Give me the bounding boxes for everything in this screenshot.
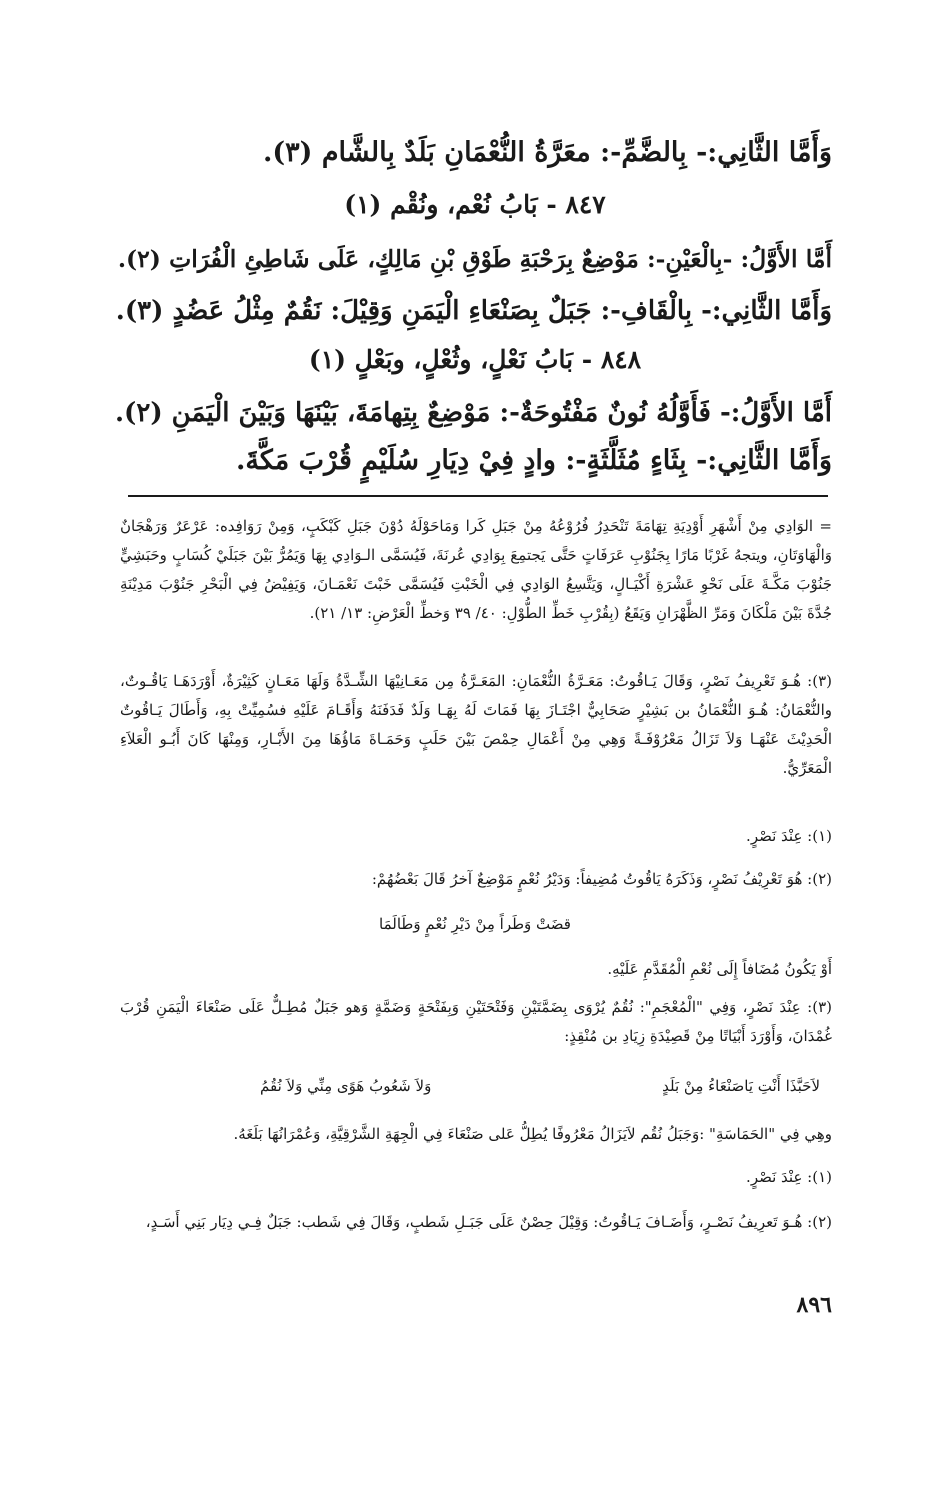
section-heading-848: ٨٤٨ - بَابُ نَعْلٍ، وثُعْلٍ، وبَعْلٍ (١)	[308, 345, 642, 374]
verse-first-hemistich: لاَحَبَّذَا أَنْتِ يَاصَنْعَاءُ مِنْ بَلَدٍ	[662, 1077, 820, 1095]
main-text-line-3: وَأَمَّا الثَّانِي:- بِالْقَافِ-: جَبَلٌ بِصَنْعَاءِ الْيَمَنِ وَقِيْلَ: نَقُمٌ مِثْلُ عَضُدٍ (٣).	[115, 296, 832, 326]
footnote-3-hamasa: وهِي فِي "الحَمَاسَةِ" :وَجَبَلُ نُقُم لاَيَزَالُ مَعْرُوفًا يُطِلُّ عَلى صَنْعَاءَ فِي الْجِهَةِ الشَّرْقِيَّةِ، وَعُمْرَانُهَا بَلَغَهُ.	[233, 1125, 832, 1143]
footnote-2-shatb: (٢): هُـوَ تَعرِيفُ نَصْـرٍ، وَأَضَـافَ يَـاقُوتُ: وَقِيْلَ حِصْنٌ عَلَى جَبَـلِ شَطبٍ، وَقَالَ فِي شَطب: جَبَلٌ فِـي دِيَار بَنِي أَسَـدٍ،	[145, 1213, 832, 1231]
main-text-line-4: أَمَّا الأَوَّلُ:- فَأَوَّلُهُ نُونٌ مَفْتُوحَةٌ-: مَوْضِعٌ بِتِهامَةَ، بَيْنَهَا وَبَيْنَ الْيَمَنِ (٢).	[115, 398, 832, 428]
main-text-line-1: وَأَمَّا الثَّانِي:- بِالضَّمِّ-: معَرَّةُ النُّعْمَانِ بَلَدٌ بِالشَّام (٣).	[262, 137, 832, 168]
page-number: ٨٩٦	[796, 1292, 832, 1318]
footnote-3-verse	[260, 1072, 820, 1101]
footnote-3-maarrat: (٣): هُـوَ تَعْرِيفُ نَصْرٍ، وَقَالَ يَـاقُوتُ: مَعَـرَّةُ النُّعْمَانِ: المَعَـرَّةُ مِن مَعَـانِيْهَا الشِّـدَّةُ وَلَهَا مَعَـانٍ كَثِيْرَةٌ، أَوْرَدَهَـا يَاقُـوتٌ، والنُّعْمَانُ: هُـوَ النُّعْمَانُ بن بَشِيْرٍ صَحَابِيٌّ اجْتَـازَ بِهَا فَمَاتَ لَهُ بِهَـا وَلَدٌ فَدَفَنَهُ وَأَقَـامَ عَلَيْهِ فسُمِيِّتْ بِهِ، وَأَطَالَ يَـاقُوتٌ الْحَدِيْثَ عَنْهَـا وَلاَ تَزَالُ مَعْرُوْفَـةً وَهِي مِنْ أَعْمَالِ حِمْصَ بَيْنَ حَلَبٍ وَحَمَـاةَ مَاؤُهَا مِنَ الأَبْـارِ، وَمِنْهَا كَانَ أَبُـو الْعَلاَءِ الْمَعَرِّيُّ.	[120, 672, 832, 777]
footnote-2-verse: قضَتْ وَطَراً مِنْ دَيْرِ نُعْمٍ وَطَالَمَا	[379, 915, 571, 933]
footnote-3-nuqum: (٣): عِنْدَ نَصْرٍ، وَفِي "الْمُعْجَمِ": نُقُمٌ يُرْوَى بِضَمَّتَيْنِ وَفَتْحَتَيْنِ وَبِفَتْحَةٍ وَضَمَّةٍ وَهو جَبَلٌ مُطِـلٌّ عَلَى صَنْعَاءَ الْيَمَنِ قُرْبَ غُمْدَانَ، وَأَوْرَدَ أَبْيَاتًا مِنْ قَصِيْدَةِ زِيَادِ بن مُنْقِذٍ:	[120, 998, 832, 1045]
footnote-2-nuam: (٢): هُوَ تَعْرِيْفُ نَصْرٍ، وَذَكَرَهُ يَاقُوتُ مُضِيفاً: وَدَيْرُ نُعْمٍ مَوْضِعٌ آخرُ قَالَ بَعْضُهُمْ:	[371, 870, 832, 888]
verse-second-hemistich: وَلاَ شَعُوبُ هَوًى مِنِّي وَلاَ نُقُمُ	[260, 1077, 432, 1095]
main-text-line-5: وَأَمَّا الثَّانِي:- بِثَاءٍ مُثَلَّثَةٍ-: وادٍ فِيْ دِيَارِ سُلَيْمٍ قُرْبَ مَكَّةَ.	[236, 445, 832, 476]
main-text-line-2: أَمَّا الأَوَّلُ: -بِالْعَيْنِ-: مَوْضِعٌ بِرَحْبَةِ طَوْقِ بْنِ مَالِكٍ، عَلَى شَاطِئِ الْفُرَاتِ (٢).	[117, 245, 832, 273]
section-heading-847: ٨٤٧ - بَابُ نُعْم، ونُقْم (١)	[344, 190, 606, 219]
footnote-1-nasr-second: (١): عِنْدَ نَصْرٍ.	[746, 1168, 832, 1186]
footnote-continuation: = الوَادِي مِنْ أَشْهَرِ أَوْدِيَةِ تِهَامَةَ تَنْحَدِرُ فُرُوْعُهُ مِنْ جَبَلِ كَرا وَمَاحَوْلَهُ دُوْنَ جَبَلِ كَبْكَبٍ، وَمِنْ رَوَافِده: عَرْعَرٌ وَرَهْجَانٌ وَالْهَاوَتَانِ، ويتجهُ غَرْبًا مَارًا بِجَنُوْبِ عَرَفَاتٍ حَتَّى يَجتمِعَ بِوَادِي عُرنَةَ، فَيُسَمَّى الـوَادِي بِهَا وَيَمُرُّ بَيْنَ جَبَلَيْ كُسَابٍ وحَبَشِيٍّ جَنُوْبَ مَكَّـةَ عَلَى نَحْوِ عَشْرَةِ أَكْيَـالٍ، وَيَتَّسِعُ الوَادِي فِي الْخَبْتِ فَيُسَمَّى خَبْتَ نَعْمَـانَ، وَيَفِيْضُ فِي الْبَحْرِ جَنُوْبَ مَدِيْنَةِ جُدَّةَ بَيْنَ مَلْكَانَ وَمَرِّ الظَّهْرَانِ وَيَقَعُ (بِقُرْبِ خَطِّ الطُّوْلِ: ٤٠/ ٣٩ وَخطِّ الْعَرْضِ: ١٣/ ٢١).	[120, 517, 832, 622]
footnote-divider	[128, 495, 828, 497]
footnote-2-continuation: أَوْ يَكُونُ مُضَافاً إِلَى نُعْمِ الْمُقَدَّمِ عَلَيْهِ.	[607, 960, 832, 978]
footnote-1-nasr: (١): عِنْدَ نَصْرٍ.	[746, 827, 832, 845]
